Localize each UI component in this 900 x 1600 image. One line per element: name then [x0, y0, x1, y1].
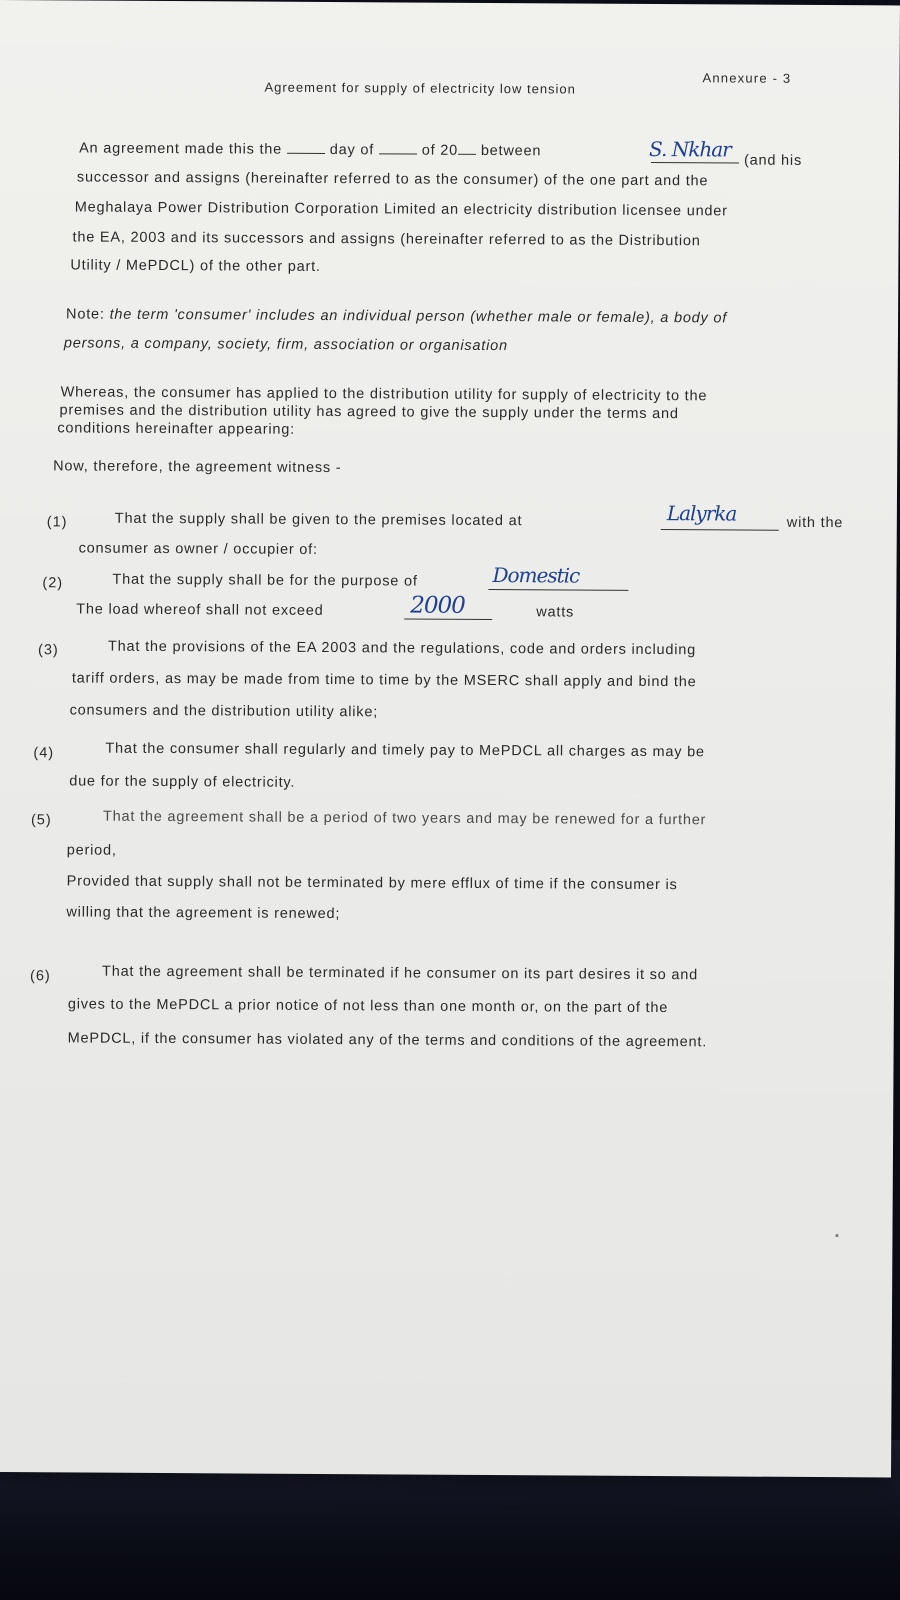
intro-line-1 [79, 139, 541, 159]
clause-3-number: (3) [37, 642, 59, 659]
note-text-1: the term 'consumer' includes an individual person (whether male or female), a body of [109, 306, 728, 327]
clause-2-watts: watts [536, 604, 575, 621]
paper-speck [835, 1234, 838, 1237]
clause-3-line-2: tariff orders, as may be made from time to time by the MSERC shall apply and bind the [71, 670, 697, 691]
whereas-line-1: Whereas, the consumer has applied to the distribution utility for supply of electricity to the [60, 384, 708, 405]
clause-4-number: (4) [33, 745, 55, 762]
clause-4-line-1: That the consumer shall regularly and timely pay to MePDCL all charges as may be [105, 740, 705, 761]
clause-2-number: (2) [42, 575, 64, 592]
intro-line-4: the EA, 2003 and its successors and assigns (hereinafter referred to as the Distribution [72, 229, 701, 250]
purpose-line [488, 589, 628, 591]
clause-1-line-2: consumer as owner / occupier of: [78, 540, 318, 558]
note-line-2 [64, 335, 508, 354]
clause-6-line-1: That the agreement shall be terminated if he consumer on its part desires it so and [102, 963, 699, 984]
clause-1-line-1: That the supply shall be given to the premises located at [114, 510, 523, 530]
consumer-name-line [651, 162, 739, 164]
clause-6-line-3: MePDCL, if the consumer has violated any of the terms and conditions of the agreement. [67, 1030, 708, 1051]
clause-5-line-1: That the agreement shall be a period of two years and may be renewed for a further [102, 808, 707, 829]
clause-5-line-2: period, [66, 842, 117, 859]
location-handwriting: Lalyrka [666, 501, 737, 526]
consumer-name-handwriting: S. Nkhar [649, 136, 731, 162]
load-handwriting: 2000 [410, 592, 465, 619]
note-prefix: Note: [66, 306, 105, 323]
intro-line-2: successor and assigns (hereinafter referred to as the consumer) of the one part and the [76, 169, 709, 190]
clause-2-line-1: That the supply shall be for the purpose of [112, 571, 418, 590]
purpose-handwriting: Domestic [492, 563, 580, 588]
intro-text-a: An agreement made this the [79, 140, 283, 158]
clause-1-with-the: with the [786, 514, 844, 532]
note-text-2: persons, a company, society, firm, association or organisation [63, 335, 508, 355]
note-line-1 [66, 306, 727, 326]
clause-5-number: (5) [30, 812, 52, 829]
whereas-line-2: premises and the distribution utility has agreed to give the supply under the terms and [59, 402, 679, 423]
intro-text-c: of 20 [421, 142, 459, 159]
intro-line-3: Meghalaya Power Distribution Corporation Limited an electricity distribution licensee under [74, 199, 728, 220]
intro-text-b: day of [329, 142, 375, 159]
month-blank [379, 141, 417, 154]
document-title: Agreement for supply of electricity low tension [264, 79, 576, 97]
clause-6-line-2: gives to the MePDCL a prior notice of not less than one month or, on the part of the [67, 996, 669, 1017]
clause-2-line-2: The load whereof shall not exceed [76, 601, 324, 619]
location-line [661, 529, 779, 531]
clause-6-number: (6) [29, 968, 51, 985]
clause-1-number: (1) [46, 514, 68, 531]
whereas-line-3: conditions hereinafter appearing: [57, 420, 296, 438]
clause-3-line-3: consumers and the distribution utility alike; [69, 702, 379, 721]
clause-4-line-2: due for the supply of electricity. [69, 773, 296, 791]
intro-and-his: (and his [743, 152, 803, 169]
annexure-label: Annexure - 3 [702, 70, 792, 86]
year-blank [458, 142, 476, 155]
intro-text-d: between [480, 142, 542, 160]
clause-3-line-1: That the provisions of the EA 2003 and the regulations, code and orders including [108, 638, 697, 659]
clause-5-line-4: willing that the agreement is renewed; [66, 904, 341, 923]
now-therefore: Now, therefore, the agreement witness - [53, 458, 342, 477]
clause-5-line-3: Provided that supply shall not be terminated by mere efflux of time if the consumer is [66, 873, 678, 894]
day-blank [287, 141, 325, 154]
intro-line-5: Utility / MePDCL) of the other part. [70, 257, 321, 275]
